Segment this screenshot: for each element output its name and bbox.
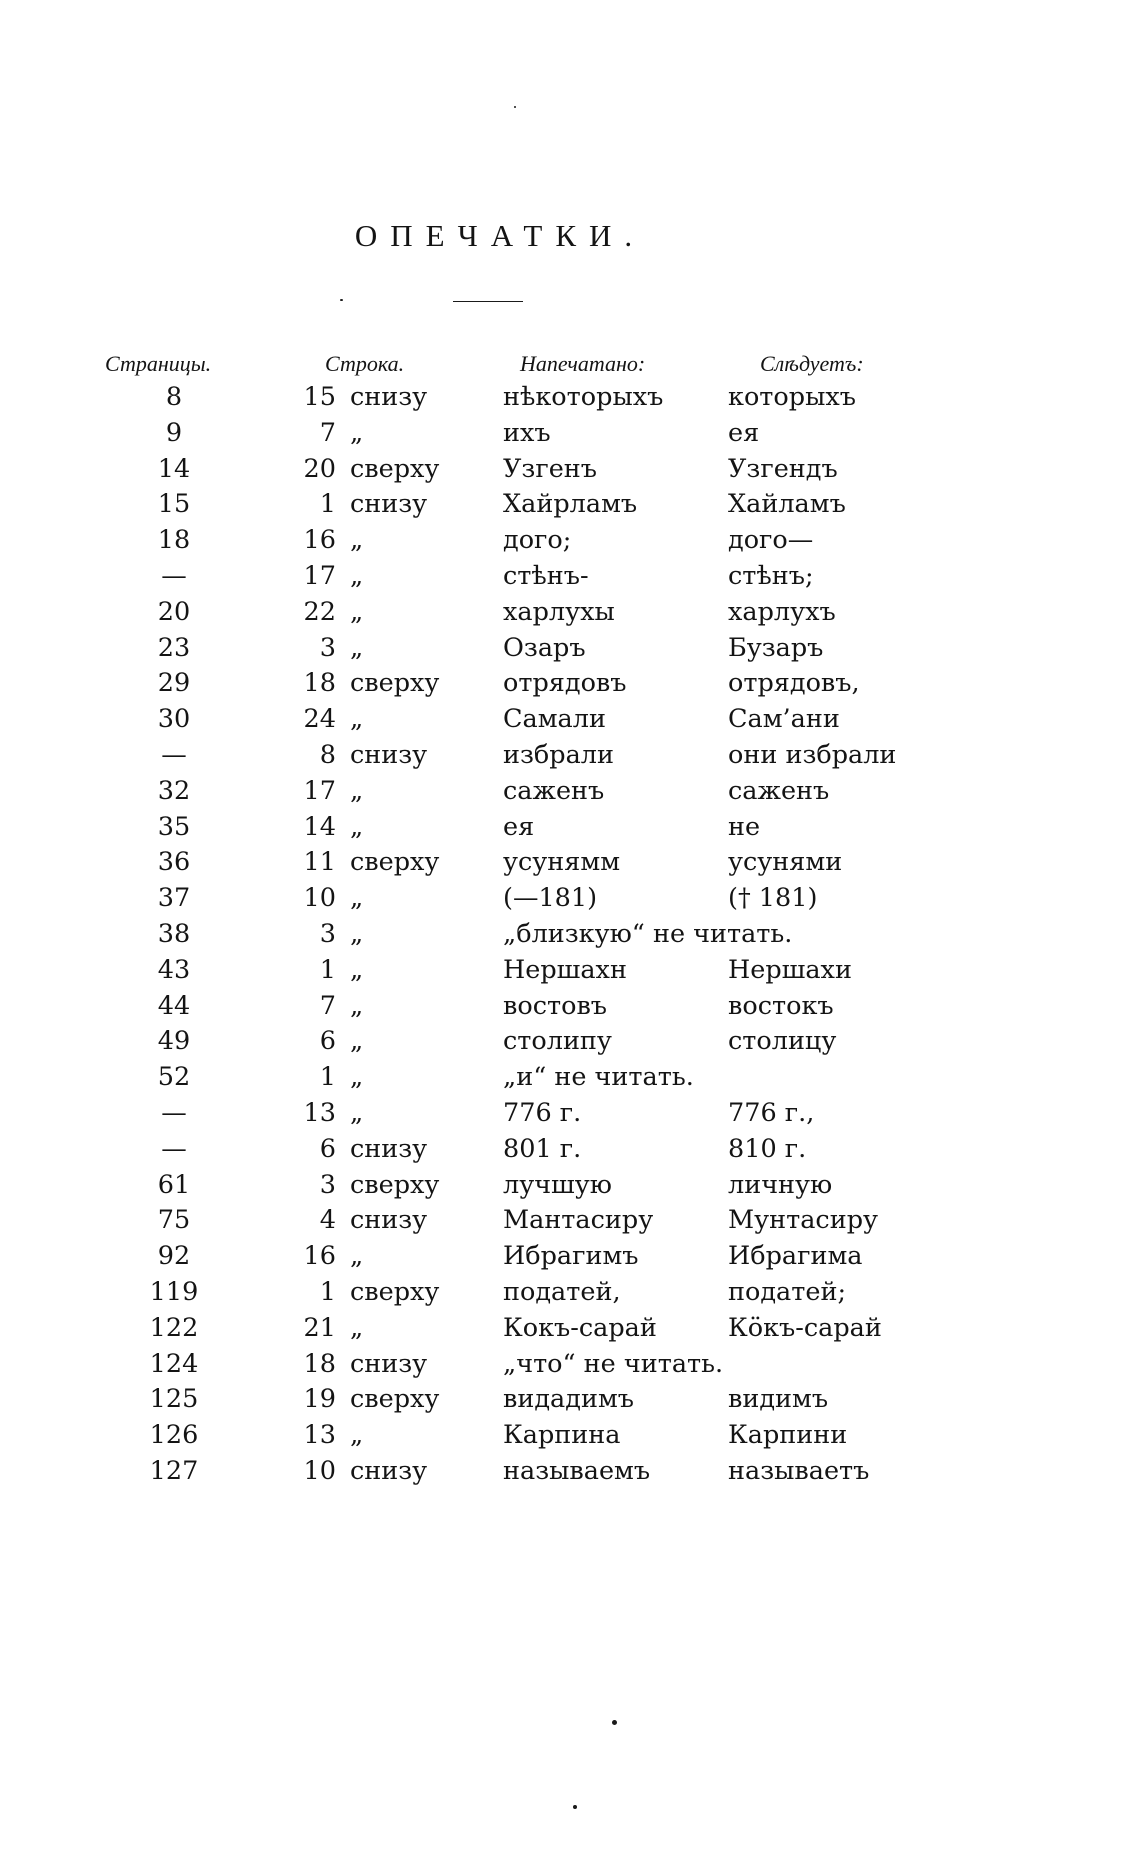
table-row (0, 416, 1140, 452)
row-line-position: сверху (350, 453, 440, 484)
row-page: 49 (157, 1026, 191, 1057)
row-printed: Самали (503, 704, 606, 735)
table-row (0, 487, 1140, 523)
table-row (0, 1311, 1140, 1347)
table-row (0, 666, 1140, 702)
row-correction: отрядовъ, (728, 668, 860, 699)
row-line-number: 15 (303, 382, 336, 412)
row-line-position: снизу (350, 1348, 428, 1379)
row-page: 38 (157, 918, 191, 949)
row-page: 126 (149, 1420, 199, 1451)
row-line-number: 1 (319, 954, 336, 985)
row-page: 119 (149, 1276, 199, 1307)
row-page: 30 (157, 704, 191, 735)
row-correction: дого— (728, 525, 814, 556)
row-printed: нѣкоторыхъ (503, 382, 664, 412)
row-line-number: 14 (303, 811, 336, 842)
row-page: 9 (165, 417, 183, 448)
table-row (0, 1168, 1140, 1204)
row-page: 44 (157, 990, 191, 1021)
table-row (0, 989, 1140, 1025)
row-page: 18 (157, 525, 191, 556)
row-line-position: „ (350, 525, 364, 556)
table-row (0, 1203, 1140, 1239)
table-row (0, 595, 1140, 631)
row-printed: дого; (503, 525, 572, 556)
row-printed: Узгенъ (503, 453, 598, 484)
row-printed: отрядовъ (503, 668, 627, 699)
row-line-number: 16 (303, 525, 336, 556)
row-printed: видадимъ (503, 1384, 635, 1415)
row-page: 37 (157, 883, 191, 914)
row-line-number: 4 (319, 1205, 336, 1236)
row-correction: личную (728, 1169, 833, 1200)
row-page: 61 (157, 1169, 191, 1200)
row-line-position: снизу (350, 1133, 428, 1164)
row-correction: Карпини (728, 1420, 848, 1451)
errata-table (0, 380, 1140, 1490)
table-row (0, 1024, 1140, 1060)
row-correction: столицу (728, 1026, 837, 1057)
table-row (0, 631, 1140, 667)
row-correction: харлухъ (728, 596, 836, 627)
row-line-number: 7 (319, 417, 336, 448)
row-page: 35 (157, 811, 191, 842)
row-line-number: 6 (319, 1026, 336, 1057)
row-correction: называетъ (728, 1455, 870, 1486)
table-row (0, 1239, 1140, 1275)
row-page: — (161, 1097, 187, 1128)
row-page: 29 (157, 668, 191, 699)
row-page: — (161, 739, 187, 770)
row-line-number: 24 (303, 704, 336, 735)
row-page: — (161, 560, 187, 591)
row-printed: 776 г. (503, 1097, 582, 1128)
row-line-number: 1 (319, 489, 336, 520)
header-printed: Напечатано: (520, 351, 646, 376)
row-correction: видимъ (728, 1384, 829, 1415)
row-correction: саженъ (728, 775, 830, 806)
row-line-position: сверху (350, 1276, 440, 1307)
row-line-position: снизу (350, 1205, 428, 1236)
scan-speck (573, 1805, 577, 1809)
row-page: 23 (157, 632, 191, 663)
row-line-position: „ (350, 560, 364, 591)
row-printed: (—181) (503, 883, 598, 914)
row-printed: столипу (503, 1026, 612, 1057)
row-correction: Кӧкъ-сарай (728, 1312, 882, 1343)
row-printed: избрали (503, 739, 614, 770)
scan-speck (340, 299, 343, 301)
header-should: Слѣдуетъ: (760, 351, 864, 376)
row-line-number: 1 (319, 1276, 336, 1307)
table-row (0, 559, 1140, 595)
row-printed: Карпина (503, 1420, 621, 1451)
row-correction: Мунтасиру (728, 1205, 879, 1236)
row-printed: 801 г. (503, 1133, 582, 1164)
row-printed: Хайрламъ (503, 489, 638, 520)
row-line-number: 21 (303, 1312, 336, 1343)
row-printed: харлухы (503, 596, 615, 627)
row-line-position: „ (350, 1241, 364, 1272)
row-correction: Хайламъ (728, 489, 846, 520)
header-line: Строка. (325, 351, 405, 376)
row-page: 122 (149, 1312, 199, 1343)
table-row (0, 1454, 1140, 1490)
row-printed: Кокъ-сарай (503, 1312, 657, 1343)
table-row (0, 523, 1140, 559)
row-line-number: 11 (303, 847, 336, 878)
table-row (0, 774, 1140, 810)
row-printed: стѣнъ- (503, 560, 589, 591)
row-page: — (161, 1133, 187, 1164)
table-row (0, 738, 1140, 774)
row-line-number: 20 (303, 453, 336, 484)
row-line-position: „ (350, 417, 364, 448)
table-row (0, 1060, 1140, 1096)
row-printed: „близкую“ не читать. (503, 918, 793, 949)
row-line-position: „ (350, 1312, 364, 1343)
row-page: 15 (157, 489, 191, 520)
row-correction: Бузаръ (728, 632, 824, 663)
table-row (0, 1347, 1140, 1383)
row-correction: стѣнъ; (728, 560, 814, 591)
row-line-position: „ (350, 954, 364, 985)
row-line-number: 13 (303, 1420, 336, 1451)
row-correction: († 181) (728, 883, 818, 914)
row-correction: востокъ (728, 990, 834, 1021)
row-printed: называемъ (503, 1455, 651, 1486)
table-row (0, 917, 1140, 953)
row-line-position: сверху (350, 668, 440, 699)
row-line-position: снизу (350, 1455, 428, 1486)
row-correction: усунями (728, 847, 843, 878)
table-row (0, 810, 1140, 846)
row-line-position: „ (350, 990, 364, 1021)
row-line-number: 18 (303, 668, 336, 699)
row-page: 20 (157, 596, 191, 627)
row-correction: Узгендъ (728, 453, 838, 484)
title-divider (453, 301, 523, 302)
row-line-number: 3 (319, 632, 336, 663)
row-line-position: „ (350, 596, 364, 627)
row-correction: ея (728, 417, 760, 448)
row-page: 92 (157, 1241, 191, 1272)
row-printed: Озаръ (503, 632, 586, 663)
row-correction: податей; (728, 1276, 847, 1307)
row-line-position: „ (350, 704, 364, 735)
table-row (0, 845, 1140, 881)
row-line-number: 10 (303, 1455, 336, 1486)
row-printed: Нершахн (503, 954, 627, 985)
row-page: 75 (157, 1205, 191, 1236)
row-correction: Сам’ани (728, 704, 840, 735)
table-row (0, 953, 1140, 989)
row-line-number: 16 (303, 1241, 336, 1272)
table-row (0, 1418, 1140, 1454)
row-printed: „и“ не читать. (503, 1062, 694, 1093)
row-printed: ихъ (503, 417, 551, 448)
row-line-position: „ (350, 918, 364, 949)
row-page: 125 (149, 1384, 199, 1415)
row-line-number: 17 (303, 775, 336, 806)
row-line-number: 17 (303, 560, 336, 591)
row-line-number: 10 (303, 883, 336, 914)
row-line-position: „ (350, 1097, 364, 1128)
header-pages: Страницы. (105, 351, 212, 376)
row-printed: „что“ не читать. (503, 1348, 724, 1379)
scan-speck (514, 106, 516, 108)
row-line-number: 3 (319, 918, 336, 949)
table-row (0, 452, 1140, 488)
row-page: 32 (157, 775, 191, 806)
row-printed: Мантасиру (503, 1205, 654, 1236)
row-line-number: 7 (319, 990, 336, 1021)
table-row (0, 1132, 1140, 1168)
table-row (0, 1096, 1140, 1132)
row-line-number: 13 (303, 1097, 336, 1128)
row-printed: податей, (503, 1276, 621, 1307)
row-line-number: 1 (319, 1062, 336, 1093)
row-line-number: 22 (303, 596, 336, 627)
row-line-number: 8 (319, 739, 336, 770)
table-row (0, 702, 1140, 738)
table-row (0, 1382, 1140, 1418)
row-line-position: снизу (350, 739, 428, 770)
row-printed: ея (503, 811, 535, 842)
row-printed: саженъ (503, 775, 605, 806)
row-page: 14 (157, 453, 191, 484)
row-printed: усунямм (503, 847, 621, 878)
row-correction: Ибрагима (728, 1241, 863, 1272)
row-correction: Нершахи (728, 954, 852, 985)
row-line-position: „ (350, 1420, 364, 1451)
row-line-position: „ (350, 775, 364, 806)
row-line-position: снизу (350, 489, 428, 520)
row-line-position: сверху (350, 847, 440, 878)
table-row (0, 881, 1140, 917)
row-line-number: 18 (303, 1348, 336, 1379)
row-page: 52 (157, 1062, 191, 1093)
row-correction: которыхъ (728, 382, 856, 412)
row-printed: Ибрагимъ (503, 1241, 639, 1272)
row-line-position: сверху (350, 1384, 440, 1415)
row-page: 8 (165, 382, 183, 412)
row-correction: не (728, 811, 761, 842)
row-line-position: „ (350, 1062, 364, 1093)
row-correction: 776 г., (728, 1097, 815, 1128)
row-page: 124 (149, 1348, 199, 1379)
scan-speck (612, 1720, 617, 1725)
row-line-position: „ (350, 811, 364, 842)
table-row (0, 1275, 1140, 1311)
row-line-number: 6 (319, 1133, 336, 1164)
row-line-position: снизу (350, 382, 428, 412)
table-row (0, 380, 1140, 416)
row-correction: 810 г. (728, 1133, 807, 1164)
row-line-number: 19 (303, 1384, 336, 1415)
page-title: ОПЕЧАТКИ. (354, 218, 646, 253)
row-printed: востовъ (503, 990, 608, 1021)
row-line-number: 3 (319, 1169, 336, 1200)
row-line-position: „ (350, 632, 364, 663)
row-line-position: сверху (350, 1169, 440, 1200)
row-line-position: „ (350, 883, 364, 914)
row-printed: лучшую (503, 1169, 612, 1200)
row-page: 43 (157, 954, 191, 985)
row-correction: они избрали (728, 739, 897, 770)
row-page: 127 (149, 1455, 199, 1486)
row-page: 36 (157, 847, 191, 878)
row-line-position: „ (350, 1026, 364, 1057)
